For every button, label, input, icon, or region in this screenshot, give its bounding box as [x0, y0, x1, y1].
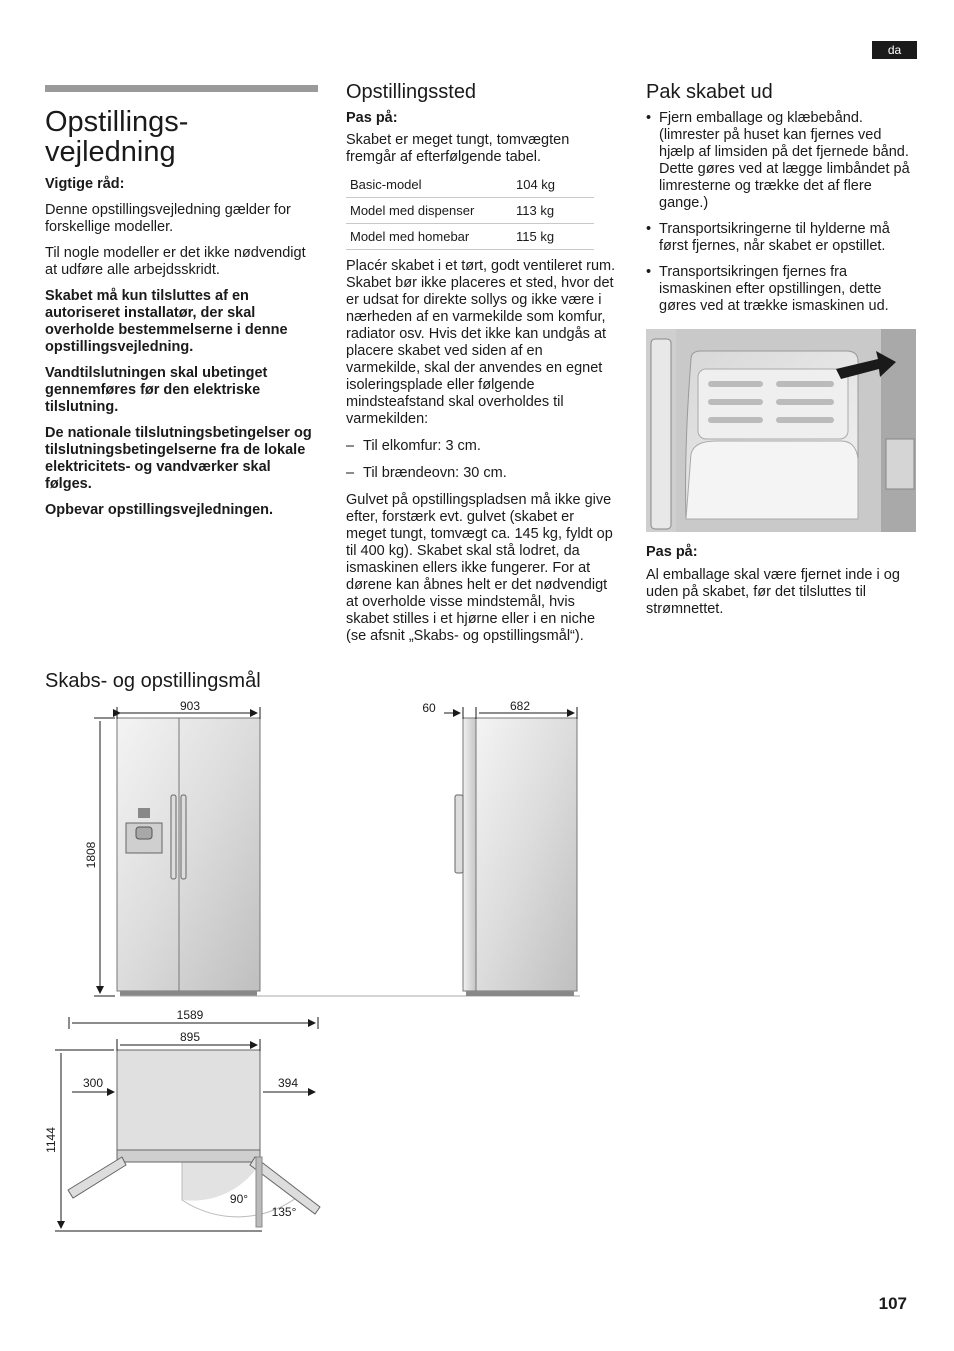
- distance-item-woodstove: – Til brændeovn: 30 cm.: [346, 465, 618, 482]
- left-paragraph-1: Denne opstillingsvejledning gælder for forskellige modeller.: [45, 202, 291, 235]
- dim-total-depth-label: 1144: [44, 1127, 58, 1153]
- unpack-list: [646, 110, 918, 315]
- list-item: • Transportsikringerne til hylderne må først fjernes, når skabet er opstillet.: [646, 221, 918, 255]
- table-cell-model: Model med dispenser: [346, 198, 512, 224]
- dimension-drawing: [40, 695, 600, 1240]
- unpack-note-text: Al emballage skal være fjernet inde i og uden på skabet, før det tilsluttes til strømnettet.: [646, 567, 900, 617]
- middle-column: [346, 80, 618, 654]
- left-bold-2: Vandtilslutningen skal ubetinget gennemføres før den elektriske tilslutning.: [45, 365, 268, 415]
- dimensions-heading: Skabs- og opstillingsmål: [45, 670, 261, 692]
- table-row: [346, 224, 594, 250]
- ice-maker-illustration: [646, 329, 916, 532]
- list-item: • Fjern emballage og klæbebånd. (limrester på huset kan fjernes ved hjælp af limsiden på det fjernede bånd. Dette gøres ved at lægge limbåndet på limresterne og trække det af flere gange.): [646, 110, 918, 212]
- table-row: [346, 198, 594, 224]
- placement-note: Pas på:: [346, 110, 398, 126]
- placement-intro: Skabet er meget tungt, tomvægten fremgår af efterfølgende tabel.: [346, 132, 570, 165]
- unpack-heading: Pak skabet ud: [646, 81, 773, 103]
- list-item: • Transportsikringen fjernes fra ismaskinen efter opstillingen, dette gøres ved at trække ismaskinen ud.: [646, 264, 918, 315]
- table-row: [346, 172, 594, 198]
- left-bold-3: De nationale tilslutningsbetingelser og tilslutningsbetingelserne fra de lokale elektricitets- og vandværker skal følges.: [45, 425, 312, 492]
- front-view: [117, 718, 260, 996]
- important-heading: Vigtige råd:: [45, 176, 125, 192]
- table-cell-model: Basic-model: [346, 172, 512, 198]
- dim-height-label: 1808: [84, 841, 98, 869]
- page-number: 107: [878, 1294, 907, 1313]
- angle-135-label: 135°: [271, 1205, 297, 1219]
- placement-paragraph-1: Placér skabet i et tørt, godt ventileret rum. Skabet bør ikke placeres et sted, hvor det er udsat for direkte sollys og ikke være i nærheden af en varmekilde som komfur, radiator osv. Hvis det ikke kan undgås at placere skabet ved siden af en varmekilde, skal der anvendes en egnet isoleringsplade eller følgende mindsteafstand skal overholdes til varmekilden:: [346, 258, 616, 427]
- dim-width-label: 903: [179, 699, 201, 713]
- placement-paragraph-2: Gulvet på opstillingspladsen må ikke give efter, forstærk evt. gulvet (skabet er meget tungt, tomvægt ca. 145 kg, fyldt op til 400 kg). Skabet skal stå lodret, da ismaskinen ellers ikke fungerer. For at dørene kan åbnes helt er det nødvendigt at overholde visse mindstemål, hvis skabet stilles i et hjørne eller i en niche (se afsnit „Skabs- og opstillingsmål“).: [346, 492, 613, 644]
- left-paragraph-2: Til nogle modeller er det ikke nødvendigt at udføre alle arbejdsskridt.: [45, 245, 306, 278]
- distance-item-stove: – Til elkomfur: 3 cm.: [346, 438, 618, 455]
- dim-body-width-label: 895: [179, 1030, 201, 1044]
- table-cell-weight: 113 kg: [512, 198, 594, 224]
- page-title-text: Opstillings- vejledning: [45, 106, 189, 168]
- dim-right-door-label: 394: [277, 1076, 299, 1090]
- title-rule: [45, 85, 318, 92]
- language-badge: da: [872, 41, 917, 59]
- table-cell-model: Model med homebar: [346, 224, 512, 250]
- left-column: [45, 176, 320, 528]
- table-cell-weight: 104 kg: [512, 172, 594, 198]
- dim-gap-label: 60: [422, 701, 436, 715]
- unpack-note: Pas på:: [646, 544, 698, 560]
- unpack-note-block: [646, 544, 918, 627]
- left-bold-4: Opbevar opstillingsvejledningen.: [45, 502, 274, 518]
- right-column: [646, 80, 918, 324]
- dim-depth-label: 682: [509, 699, 531, 713]
- side-view: [455, 718, 577, 996]
- table-cell-weight: 115 kg: [512, 224, 594, 250]
- dim-total-width-label: 1589: [176, 1008, 204, 1022]
- angle-90-label: 90°: [229, 1192, 249, 1206]
- placement-heading: Opstillingssted: [346, 81, 477, 103]
- dim-left-door-label: 300: [82, 1076, 104, 1090]
- weight-table: [346, 172, 594, 250]
- page-title: [45, 107, 325, 167]
- left-bold-1: Skabet må kun tilsluttes af en autoriseret installatør, der skal overholde bestemmelserne i denne opstillingsvejledning.: [45, 288, 288, 355]
